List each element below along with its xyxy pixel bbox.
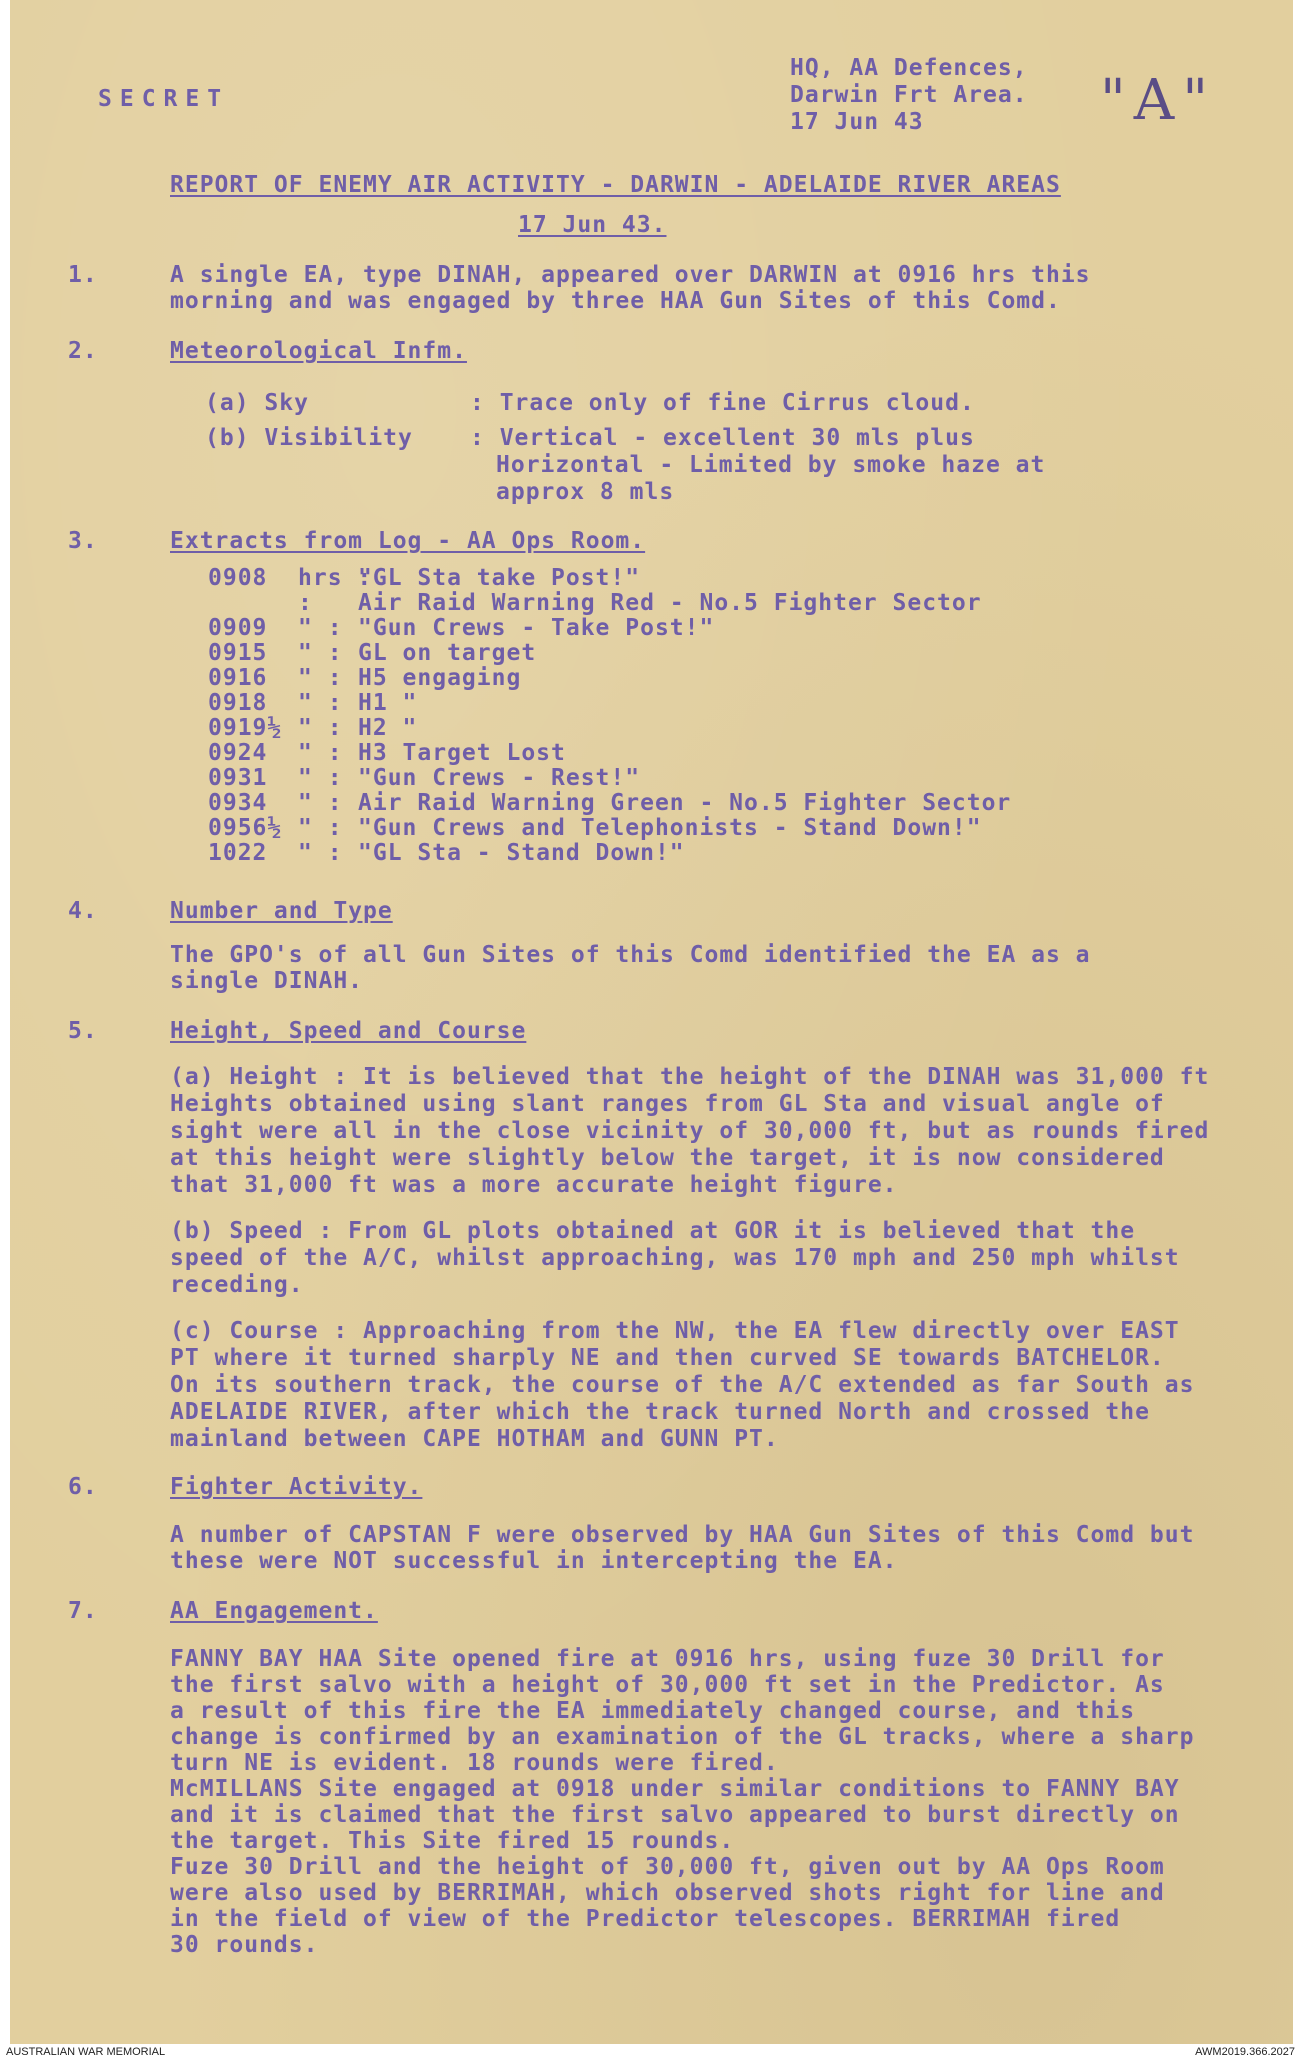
- engagement-line: Fuze 30 Drill and the height of 30,000 ft, given out by AA Ops Room: [170, 1854, 1165, 1880]
- log-unit: " :: [298, 665, 343, 691]
- section-heading: Meteorological Infm.: [170, 338, 467, 364]
- section-number: 5.: [68, 1018, 98, 1044]
- log-unit: " :: [298, 690, 343, 716]
- section-number: 7.: [68, 1598, 98, 1624]
- height-line: at this height were slightly below the target, it is now considered: [170, 1145, 1165, 1171]
- hq-line-1: HQ, AA Defences,: [790, 55, 1028, 81]
- course-line: ADELAIDE RIVER, after which the track turned North and crossed the: [170, 1399, 1150, 1425]
- section-number: 3.: [68, 528, 98, 554]
- log-unit: " :: [298, 715, 343, 741]
- log-text: Air Raid Warning Green - No.5 Fighter Sector: [358, 790, 1012, 816]
- engagement-line: the first salvo with a height of 30,000 ft set in the Predictor. As: [170, 1672, 1165, 1698]
- log-time: 1022: [208, 840, 268, 866]
- engagement-line: change is confirmed by an examination of the GL tracks, where a sharp: [170, 1724, 1195, 1750]
- met-label: (b) Visibility: [205, 425, 413, 451]
- speed-line: receding.: [170, 1272, 304, 1298]
- log-text: "Gun Crews and Telephonists - Stand Down!": [358, 815, 982, 841]
- log-text: H5 engaging: [358, 665, 522, 691]
- section-heading: AA Engagement.: [170, 1598, 378, 1624]
- report-title-date: 17 Jun 43.: [518, 212, 667, 238]
- log-unit: " :: [298, 840, 343, 866]
- log-text: Air Raid Warning Red - No.5 Fighter Sector: [358, 590, 982, 616]
- course-line: mainland between CAPE HOTHAM and GUNN PT.: [170, 1426, 779, 1452]
- log-text: H1 ": [358, 690, 418, 716]
- section1-line: morning and was engaged by three HAA Gun Sites of this Comd.: [170, 288, 1061, 314]
- log-time: 0908: [208, 565, 268, 591]
- section4-line: The GPO's of all Gun Sites of this Comd identified the EA as a: [170, 942, 1091, 968]
- met-value: Horizontal - Limited by smoke haze at: [496, 452, 1046, 478]
- height-line: that 31,000 ft was a more accurate height figure.: [170, 1172, 898, 1198]
- log-text: "GL Sta take Post!": [358, 565, 641, 591]
- log-time: 0916: [208, 665, 268, 691]
- document-page: [10, 0, 1293, 2044]
- archive-reference: AWM2019.366.2027: [1195, 2046, 1295, 2058]
- met-value: : Vertical - excellent 30 mls plus: [470, 425, 975, 451]
- log-unit: " :: [298, 815, 343, 841]
- engagement-line: turn NE is evident. 18 rounds were fired.: [170, 1750, 779, 1776]
- course-line: On its southern track, the course of the A/C extended as far South as: [170, 1372, 1195, 1398]
- section1-line: A single EA, type DINAH, appeared over DARWIN at 0916 hrs this: [170, 262, 1091, 288]
- height-line: Heights obtained using slant ranges from GL Sta and visual angle of: [170, 1091, 1165, 1117]
- speed-line: (b) Speed : From GL plots obtained at GOR it is believed that the: [170, 1218, 1136, 1244]
- engagement-line: and it is claimed that the first salvo appeared to burst directly on: [170, 1802, 1180, 1828]
- section-number: 1.: [68, 262, 98, 288]
- log-time: 0918: [208, 690, 268, 716]
- engagement-line: McMILLANS Site engaged at 0918 under similar conditions to FANNY BAY: [170, 1776, 1180, 1802]
- log-text: "GL Sta - Stand Down!": [358, 840, 685, 866]
- log-text: "Gun Crews - Rest!": [358, 765, 641, 791]
- engagement-line: FANNY BAY HAA Site opened fire at 0916 hrs, using fuze 30 Drill for: [170, 1646, 1165, 1672]
- log-unit: " :: [298, 740, 343, 766]
- log-unit: " :: [298, 615, 343, 641]
- log-text: H3 Target Lost: [358, 740, 566, 766]
- log-unit: " :: [298, 790, 343, 816]
- height-line: sight were all in the close vicinity of 30,000 ft, but as rounds fired: [170, 1118, 1210, 1144]
- section6-line: these were NOT successful in intercepting the EA.: [170, 1548, 898, 1574]
- course-line: (c) Course : Approaching from the NW, the EA flew directly over EAST: [170, 1318, 1180, 1344]
- handwritten-annotation: "A": [1100, 68, 1216, 133]
- log-unit: " :: [298, 640, 343, 666]
- met-value: approx 8 mls: [496, 479, 675, 505]
- log-text: "Gun Crews - Take Post!": [358, 615, 715, 641]
- speed-line: speed of the A/C, whilst approaching, was 170 mph and 250 mph whilst: [170, 1245, 1180, 1271]
- section-number: 4.: [68, 898, 98, 924]
- report-date: 17 Jun 43: [790, 109, 924, 135]
- log-time: 0909: [208, 615, 268, 641]
- log-time: 0915: [208, 640, 268, 666]
- met-value: : Trace only of fine Cirrus cloud.: [470, 390, 975, 416]
- course-line: PT where it turned sharply NE and then curved SE towards BATCHELOR.: [170, 1345, 1165, 1371]
- hq-line-2: Darwin Frt Area.: [790, 82, 1028, 108]
- log-text: GL on target: [358, 640, 537, 666]
- log-time: 0956½: [208, 815, 283, 841]
- section-heading: Fighter Activity.: [170, 1474, 423, 1500]
- report-title: REPORT OF ENEMY AIR ACTIVITY - DARWIN - ADELAIDE RIVER AREAS: [170, 172, 1061, 198]
- engagement-line: were also used by BERRIMAH, which observed shots right for line and: [170, 1880, 1165, 1906]
- engagement-line: the target. This Site fired 15 rounds.: [170, 1828, 735, 1854]
- section-number: 2.: [68, 338, 98, 364]
- section6-line: A number of CAPSTAN F were observed by HAA Gun Sites of this Comd but: [170, 1522, 1195, 1548]
- section4-line: single DINAH.: [170, 968, 364, 994]
- log-unit: " :: [298, 765, 343, 791]
- engagement-line: 30 rounds.: [170, 1932, 319, 1958]
- ops-log: [208, 565, 1108, 875]
- log-unit: :: [298, 590, 313, 616]
- section-number: 6.: [68, 1474, 98, 1500]
- log-time: 0934: [208, 790, 268, 816]
- section-heading: Number and Type: [170, 898, 393, 924]
- log-time: 0931: [208, 765, 268, 791]
- log-text: H2 ": [358, 715, 418, 741]
- log-time: 0919½: [208, 715, 283, 741]
- height-line: (a) Height : It is believed that the height of the DINAH was 31,000 ft: [170, 1064, 1210, 1090]
- log-unit: hrs :: [298, 565, 373, 591]
- engagement-line: in the field of view of the Predictor telescopes. BERRIMAH fired: [170, 1906, 1121, 1932]
- section-heading: Height, Speed and Course: [170, 1018, 527, 1044]
- archive-credit: AUSTRALIAN WAR MEMORIAL: [6, 2046, 166, 2058]
- engagement-line: a result of this fire the EA immediately changed course, and this: [170, 1698, 1136, 1724]
- met-label: (a) Sky: [205, 390, 309, 416]
- classification-label: SECRET: [98, 86, 230, 112]
- log-time: 0924: [208, 740, 268, 766]
- section-heading: Extracts from Log - AA Ops Room.: [170, 528, 646, 554]
